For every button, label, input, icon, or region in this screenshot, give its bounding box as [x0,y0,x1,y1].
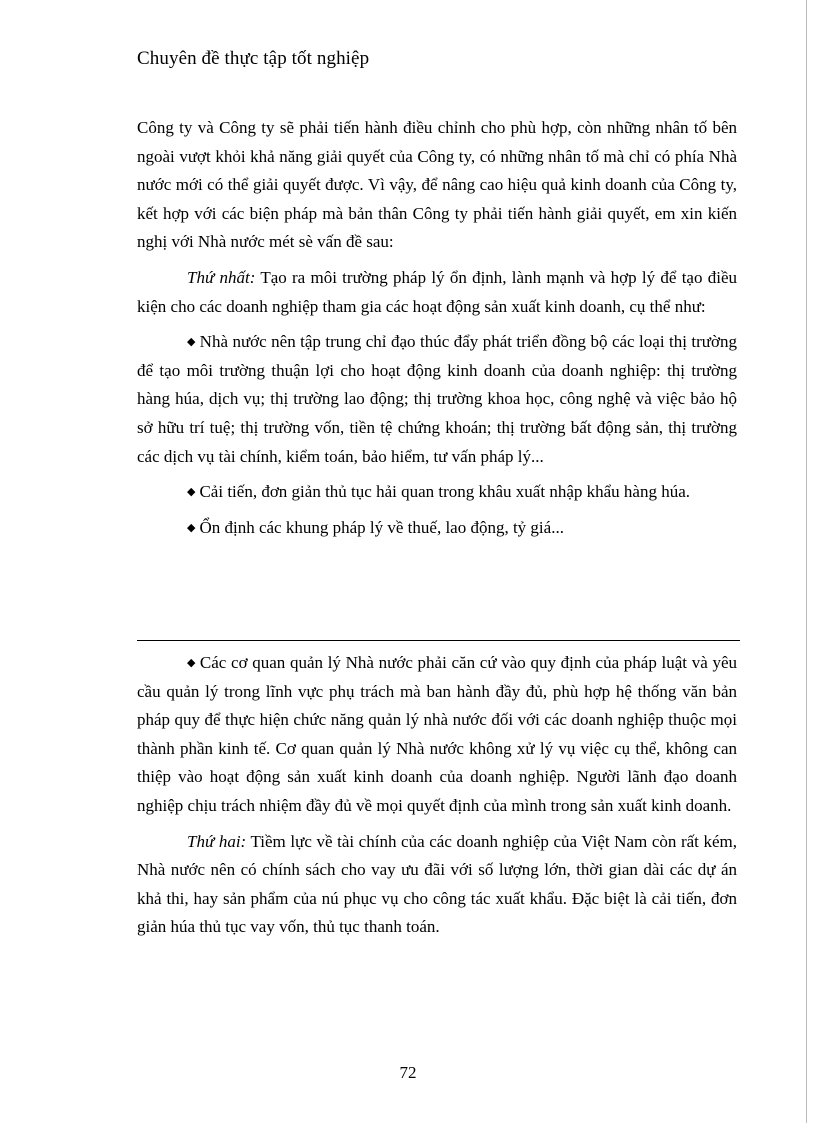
intro-paragraph: Công ty và Công ty sẽ phải tiến hành điều chỉnh cho phù hợp, còn những nhân tố bên ngoài vượt khỏi khả năng giải quyết của Công ty, có những nhân tố mà chỉ có phía Nhà nước mới có thể giải quyết được. Vì vậy, để nâng cao hiệu quả kinh doanh của Công ty, kết hợp với các biện pháp mà bản thân Công ty phải tiến hành giải quyết, em xin kiến nghị với Nhà nước mét sè vấn đề sau: [137,118,737,252]
bullet-text: Ổn định các khung pháp lý về thuế, lao động, tỷ giá... [199,517,564,537]
bullet-item-markets [137,328,737,471]
bullet-item-customs [137,478,737,507]
second-point-label: Thứ hai: [187,831,247,851]
bullet-text: Nhà nước nên tập trung chỉ đạo thúc đẩy phát triển đồng bộ các loại thị trường để tạo môi trường thuận lợi cho hoạt động kinh doanh của doanh nghiệp: thị trường hàng húa, dịch vụ; thị trường lao động; thị trường khoa học, công nghệ và việc bảo hộ sở hữu trí tuệ; thị trường vốn, tiền tệ chứng khoán; thị trường bất động sản, thị trường các dịch vụ tài chính, kiểm toán, bảo hiểm, tư vấn pháp lý... [137,332,737,466]
second-point-text: Tiềm lực về tài chính của các doanh nghiệp của Việt Nam còn rất kém, Nhà nước nên có chính sách cho vay ưu đãi với số lượng lớn, thời gian dài các dự án khả thi, hay sản phẩm của nú phục vụ cho công tác xuất khẩu. Đặc biệt là cải tiến, đơn giản húa thủ tục vay vốn, thủ tục thanh toán. [137,831,737,937]
horizontal-divider [137,640,740,641]
section-top [137,114,737,542]
bullet-text: Cải tiến, đơn giản thủ tục hải quan trong khâu xuất nhập khẩu hàng húa. [199,482,691,502]
diamond-bullet-icon: ◆ [187,486,196,499]
diamond-bullet-icon: ◆ [187,336,196,349]
first-point-text: Tạo ra môi trường pháp lý ổn định, lành mạnh và hợp lý để tạo điều kiện cho các doanh nghiệp tham gia các hoạt động sản xuất kinh doanh, cụ thể như: [137,267,737,316]
bullet-text: Các cơ quan quản lý Nhà nước phải căn cứ vào quy định của pháp luật và yêu cầu quản lý trong lĩnh vực phụ trách mà ban hành đầy đủ, phù hợp hệ thống văn bản pháp quy để thực hiện chức năng quản lý nhà nước đối với các doanh nghiệp thuộc mọi thành phần kinh tế. Cơ quan quản lý Nhà nước không xử lý vụ việc cụ thể, không can thiệp vào hoạt động sản xuất kinh doanh của doanh nghiệp. Người lãnh đạo doanh nghiệp chịu trách nhiệm đầy đủ về mọi quyết định của mình trong sản xuất kinh doanh. [137,653,737,815]
bullet-item-legal-frameworks [137,514,737,543]
page-header: Chuyên đề thực tập tốt nghiệp [137,48,370,69]
first-point-label: Thứ nhất: [187,267,256,287]
page-edge-line [806,0,807,1123]
second-point-paragraph [137,828,737,942]
diamond-bullet-icon: ◆ [187,521,196,534]
page-number: 72 [399,1063,417,1082]
bullet-item-state-management [137,649,737,821]
section-bottom [137,649,737,942]
first-point-paragraph [137,264,737,321]
diamond-bullet-icon: ◆ [187,657,196,669]
